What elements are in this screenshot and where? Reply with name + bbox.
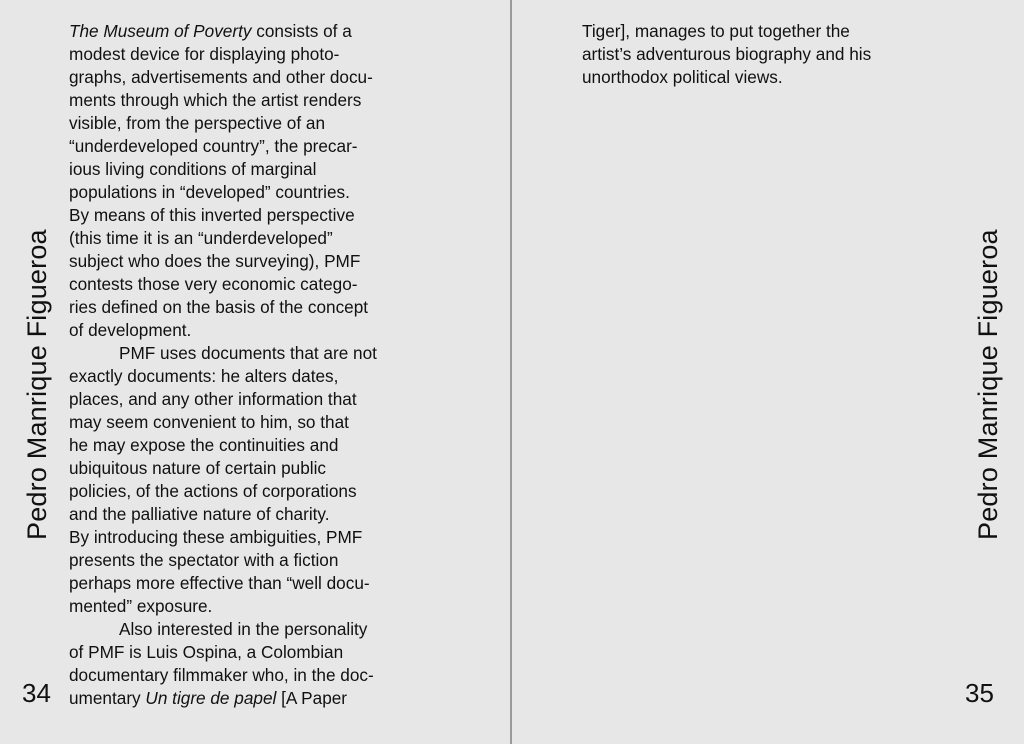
text-line bbox=[69, 20, 449, 43]
text-line: places, and any other information that bbox=[69, 389, 357, 409]
text-line: exactly documents: he alters dates, bbox=[69, 366, 339, 386]
film-title-italic: Un tigre de papel bbox=[145, 688, 277, 708]
text-line: (this time it is an “underdeveloped” bbox=[69, 228, 333, 248]
text-line: ious living conditions of marginal bbox=[69, 159, 317, 179]
page-number: 34 bbox=[22, 678, 51, 708]
right-page bbox=[513, 0, 1024, 744]
text-line: ubiquitous nature of certain public bbox=[69, 458, 327, 478]
text-span: consists of a bbox=[251, 21, 352, 41]
text-span: [A Paper bbox=[276, 688, 348, 708]
text-line: and the palliative nature of charity. bbox=[69, 504, 330, 524]
text-line: Also interested in the personality bbox=[119, 619, 368, 639]
text-line: of development. bbox=[69, 320, 192, 340]
text-line: modest device for displaying photo- bbox=[69, 44, 340, 64]
body-text bbox=[69, 20, 449, 710]
page-gutter-divider bbox=[510, 0, 512, 744]
text-line: graphs, advertisements and other docu- bbox=[69, 67, 373, 87]
page-number: 35 bbox=[965, 678, 994, 708]
text-line: populations in “developed” countries. bbox=[69, 182, 350, 202]
text-line: he may expose the continuities and bbox=[69, 435, 339, 455]
left-page bbox=[0, 0, 511, 744]
running-head-artist-name: Pedro Manrique Figueroa bbox=[973, 229, 1003, 540]
text-line: visible, from the perspective of an bbox=[69, 113, 326, 133]
text-line: By means of this inverted perspective bbox=[69, 205, 355, 225]
text-span: umentary bbox=[69, 688, 146, 708]
text-line: contests those very economic catego- bbox=[69, 274, 358, 294]
text-line: Tiger], manages to put together the bbox=[582, 21, 850, 41]
text-line: documentary filmmaker who, in the doc- bbox=[69, 665, 374, 685]
text-line: ries defined on the basis of the concept bbox=[69, 297, 369, 317]
text-line: policies, of the actions of corporations bbox=[69, 481, 357, 501]
text-line: mented” exposure. bbox=[69, 596, 213, 616]
text-line: PMF uses documents that are not bbox=[119, 343, 377, 363]
text-line: perhaps more effective than “well docu- bbox=[69, 573, 370, 593]
text-line: subject who does the surveying), PMF bbox=[69, 251, 361, 271]
text-line: artist’s adventurous biography and his bbox=[582, 44, 872, 64]
text-line: may seem convenient to him, so that bbox=[69, 412, 349, 432]
text-line: By introducing these ambiguities, PMF bbox=[69, 527, 363, 547]
text-line: presents the spectator with a fiction bbox=[69, 550, 339, 570]
body-text bbox=[582, 20, 962, 89]
running-head-artist-name: Pedro Manrique Figueroa bbox=[22, 229, 52, 540]
text-line bbox=[69, 687, 449, 710]
book-title-italic: The Museum of Poverty bbox=[69, 21, 252, 41]
text-line: of PMF is Luis Ospina, a Colombian bbox=[69, 642, 344, 662]
text-line: ments through which the artist renders bbox=[69, 90, 362, 110]
text-line: unorthodox political views. bbox=[582, 67, 783, 87]
text-line: “underdeveloped country”, the precar- bbox=[69, 136, 358, 156]
